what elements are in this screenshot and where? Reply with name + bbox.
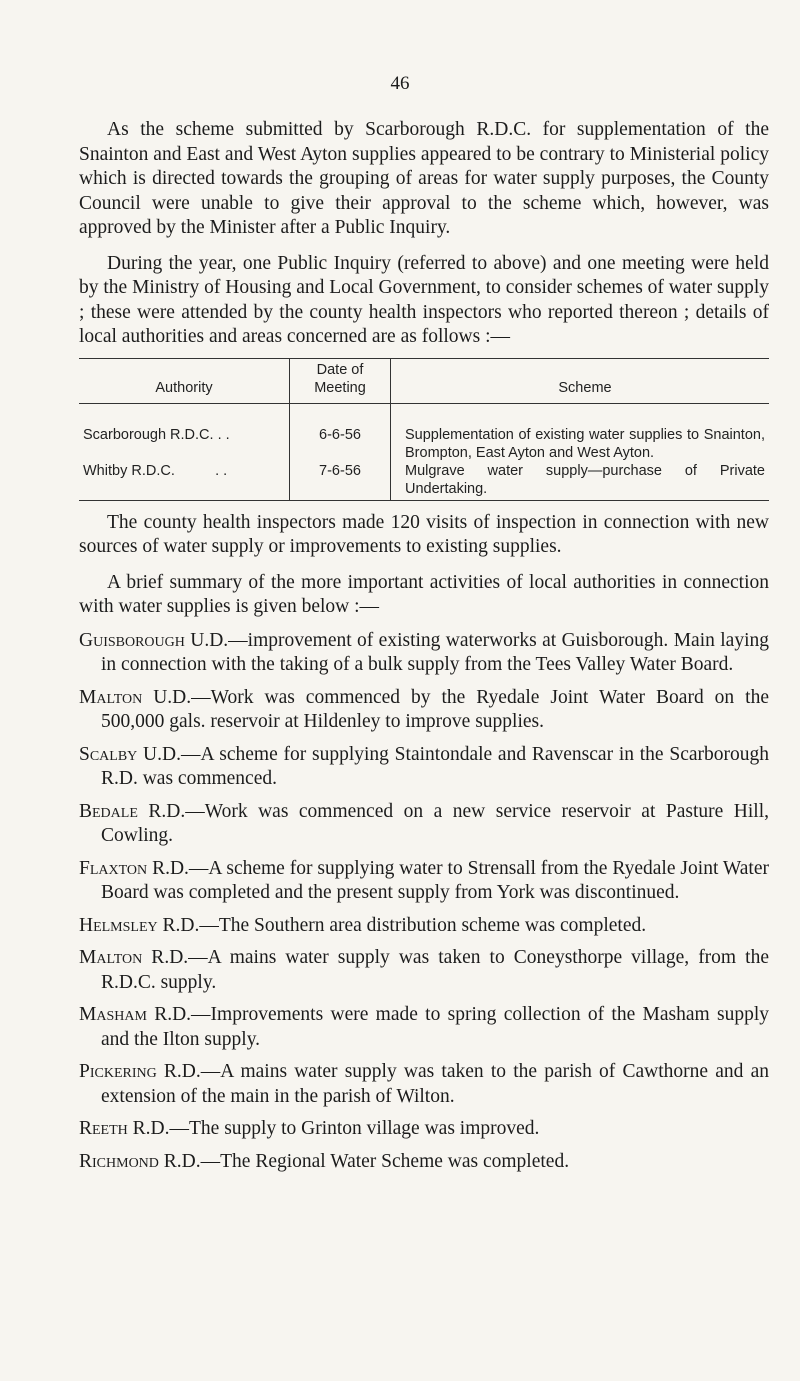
page-number: 46 [390, 73, 410, 94]
authority-activity: —Work was commenced by the Ryedale Joint Water Board on the 500,000 gals. reservoir at Hildenley to improve supplies. [101, 686, 769, 732]
cell-date: 7-6-56 [290, 462, 391, 501]
authority-name: Helmsley R.D. [79, 914, 200, 936]
authority-activity: —The supply to Grinton village was improved. [169, 1118, 540, 1139]
document-body [79, 118, 769, 1182]
list-item [79, 800, 769, 849]
authority-name: Guisborough U.D. [79, 629, 229, 651]
authority-name: Richmond R.D. [79, 1150, 201, 1172]
list-item [79, 1003, 769, 1052]
cell-authority: Scarborough R.D.C. . . [83, 426, 230, 443]
authority-activity: —A scheme for supplying Staintondale and Ravenscar in the Scarborough R.D. was commenced. [101, 743, 769, 789]
authority-name: Flaxton R.D. [79, 857, 189, 879]
table-header-row [79, 358, 769, 403]
list-item [79, 1150, 769, 1175]
list-item [79, 857, 769, 906]
list-item [79, 743, 769, 792]
header-authority: Authority [79, 358, 290, 403]
paragraph-inspection-visits: The county health inspectors made 120 visits of inspection in connection with new sources of water supply or improvements to existing supplies. [79, 511, 769, 557]
list-item [79, 1060, 769, 1109]
cell-date: 6-6-56 [290, 403, 391, 462]
authority-activity: —Work was commenced on a new service reservoir at Pasture Hill, Cowling. [101, 800, 769, 846]
authority-activity: —improvement of existing waterworks at Guisborough. Main laying in connection with the taking of a bulk supply from the Tees Valley Water Board. [101, 629, 769, 675]
header-scheme: Scheme [391, 358, 770, 403]
authority-activity: —Improvements were made to spring collection of the Masham supply and the Ilton supply. [101, 1004, 769, 1050]
paragraph-public-inquiry: During the year, one Public Inquiry (referred to above) and one meeting were held by the Ministry of Housing and Local Government, to consider schemes of water supply ; these were attended by the county health inspectors who reported thereon ; details of local authorities and areas concerned are as follows :— [79, 252, 769, 347]
header-date-of-meeting: Date of Meeting [290, 358, 391, 403]
table-row [79, 403, 769, 462]
list-item [79, 686, 769, 735]
authority-activity: —A mains water supply was taken to Coneysthorpe village, from the R.D.C. supply. [101, 947, 769, 993]
paragraph-summary-intro: A brief summary of the more important activities of local authorities in connection with water supplies is given below :— [79, 571, 769, 617]
authority-name: Masham R.D. [79, 1004, 192, 1025]
list-item [79, 1117, 769, 1142]
cell-authority: Whitby R.D.C. . . [79, 462, 290, 501]
authority-name: Pickering R.D. [79, 1061, 201, 1082]
list-item [79, 946, 769, 995]
authority-name: Malton U.D. [79, 686, 192, 708]
list-item [79, 629, 769, 678]
authority-activity: —The Southern area distribution scheme was completed. [199, 914, 647, 936]
authority-name: Malton R.D. [79, 947, 189, 968]
authority-activity: —The Regional Water Scheme was completed. [200, 1150, 570, 1172]
table-row [79, 462, 769, 501]
authority-name: Bedale R.D. [79, 800, 186, 822]
cell-scheme: Mulgrave water supply—purchase of Private Undertaking. [391, 462, 770, 501]
list-item [79, 914, 769, 939]
authority-name: Scalby U.D. [79, 743, 181, 765]
authority-activity: —A mains water supply was taken to the parish of Cawthorne and an extension of the main in the parish of Wilton. [101, 1061, 769, 1107]
cell-scheme: Supplementation of existing water supplies to Snainton, Brompton, East Ayton and West Ayton. [405, 426, 765, 461]
water-schemes-table [79, 358, 769, 501]
authority-activity: —A scheme for supplying water to Strensall from the Ryedale Joint Water Board was completed and the present supply from York was discontinued. [101, 857, 770, 903]
authority-name: Reeth R.D. [79, 1118, 170, 1139]
paragraph-scarborough-inquiry: As the scheme submitted by Scarborough R.D.C. for supplementation of the Snainton and East and West Ayton supplies appeared to be contrary to Ministerial policy which is directed towards the grouping of areas for water supply purposes, the County Council were unable to give their approval to the scheme which, however, was approved by the Minister after a Public Inquiry. [79, 119, 769, 238]
